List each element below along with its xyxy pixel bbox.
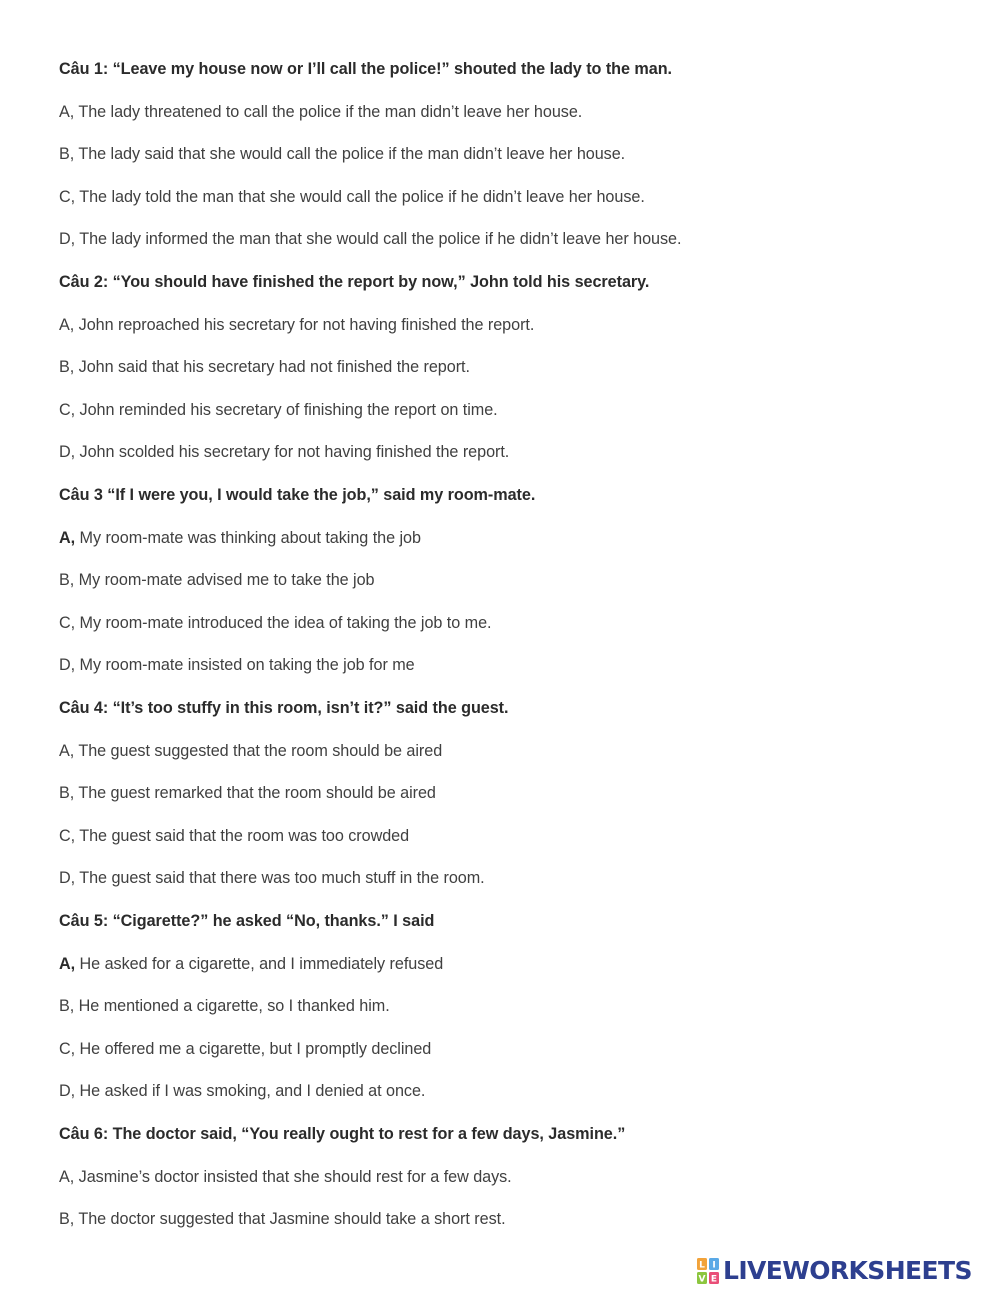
answer-option[interactable] [59,1081,425,1101]
logo-blocks-icon [697,1258,719,1284]
liveworksheets-logo [697,1256,997,1286]
answer-option[interactable] [59,868,485,888]
option-letter: A, [59,741,75,760]
option-text: He offered me a cigarette, but I promptly declined [75,1039,432,1058]
option-text: The lady threatened to call the police if the man didn’t leave her house. [74,102,583,121]
answer-option[interactable] [59,102,582,122]
question-stem: Câu 2: “You should have finished the report by now,” John told his secretary. [59,273,650,291]
answer-option[interactable] [59,357,470,377]
option-text: John said that his secretary had not finished the report. [74,358,470,377]
option-text: He asked if I was smoking, and I denied at once. [75,1082,426,1101]
option-letter: D, [59,230,76,249]
option-text: The guest remarked that the room should be aired [74,784,436,803]
option-text: The guest said that there was too much stuff in the room. [75,869,485,888]
answer-option[interactable] [59,613,492,633]
answer-option[interactable] [59,229,681,249]
answer-option[interactable] [59,528,421,548]
option-letter: C, [59,613,76,632]
option-text: He mentioned a cigarette, so I thanked him. [74,997,390,1016]
option-text: John reminded his secretary of finishing the report on time. [75,400,498,419]
question-stem: Câu 4: “It’s too stuffy in this room, isn’t it?” said the guest. [59,699,509,717]
option-letter: C, [59,826,76,845]
option-letter: A, [59,528,76,547]
option-letter: B, [59,1210,75,1229]
answer-option[interactable] [59,655,415,675]
option-text: The guest said that the room was too crowded [75,826,410,845]
answer-option[interactable] [59,1039,431,1059]
brand-name[interactable]: LIVEWORKSHEETS [723,1256,972,1285]
answer-option[interactable] [59,996,390,1016]
option-letter: D, [59,869,76,888]
answer-option[interactable] [59,954,443,974]
option-text: John reproached his secretary for not having finished the report. [74,315,535,334]
question-stem: Câu 1: “Leave my house now or I’ll call the police!” shouted the lady to the man. [59,60,672,78]
option-letter: D, [59,443,76,462]
option-letter: A, [59,1167,75,1186]
option-text: My room-mate introduced the idea of taking the job to me. [75,613,492,632]
answer-option[interactable] [59,400,498,420]
answer-option[interactable] [59,1209,506,1229]
option-text: The lady said that she would call the police if the man didn’t leave her house. [74,145,626,164]
option-letter: A, [59,954,76,973]
option-text: My room-mate was thinking about taking the job [75,528,421,547]
option-text: Jasmine’s doctor insisted that she should rest for a few days. [74,1167,512,1186]
option-text: The guest suggested that the room should be aired [74,741,443,760]
answer-option[interactable] [59,570,375,590]
option-letter: B, [59,997,75,1016]
option-letter: A, [59,315,75,334]
logo-block-letter: I [712,1260,716,1271]
logo-block-letter: E [710,1274,718,1284]
option-letter: B, [59,571,75,590]
option-text: My room-mate insisted on taking the job for me [75,656,415,675]
question-stem: Câu 5: “Cigarette?” he asked “No, thanks.” I said [59,912,435,930]
logo-block-letter: L [699,1260,705,1271]
option-letter: D, [59,1082,76,1101]
option-text: John scolded his secretary for not having finished the report. [75,443,510,462]
answer-option[interactable] [59,826,409,846]
option-letter: C, [59,400,76,419]
option-text: The doctor suggested that Jasmine should take a short rest. [74,1210,506,1229]
question-stem: Câu 6: The doctor said, “You really ought to rest for a few days, Jasmine.” [59,1125,626,1143]
answer-option[interactable] [59,315,534,335]
answer-option[interactable] [59,783,436,803]
logo-block-letter: V [698,1274,706,1284]
option-text: My room-mate advised me to take the job [74,571,375,590]
answer-option[interactable] [59,144,625,164]
option-letter: B, [59,358,75,377]
option-text: The lady informed the man that she would call the police if he didn’t leave her house. [75,230,682,249]
answer-option[interactable] [59,187,645,207]
option-letter: A, [59,102,75,121]
answer-option[interactable] [59,741,442,761]
option-letter: B, [59,145,75,164]
option-letter: D, [59,656,76,675]
option-text: He asked for a cigarette, and I immediately refused [75,954,444,973]
option-letter: C, [59,187,76,206]
answer-option[interactable] [59,1167,512,1187]
answer-option[interactable] [59,442,509,462]
option-letter: B, [59,784,75,803]
question-stem: Câu 3 “If I were you, I would take the job,” said my room-mate. [59,486,536,504]
option-letter: C, [59,1039,76,1058]
option-text: The lady told the man that she would call the police if he didn’t leave her house. [75,187,645,206]
